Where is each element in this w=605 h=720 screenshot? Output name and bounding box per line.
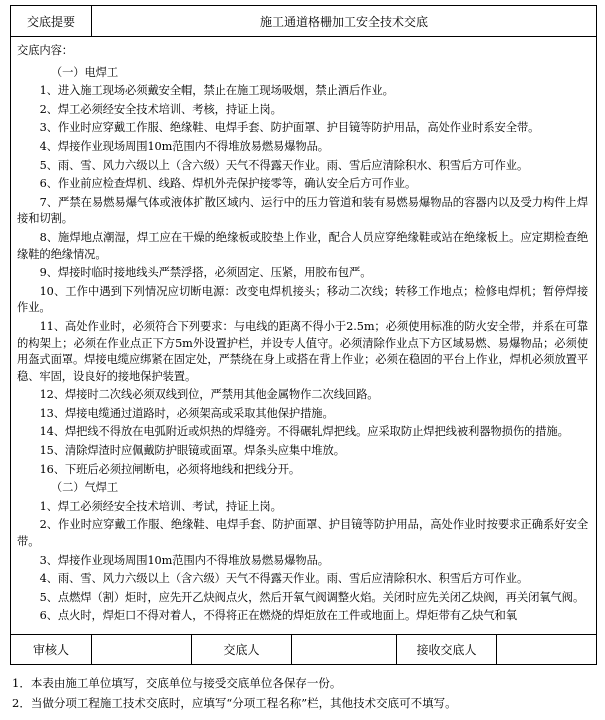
list-item: 5、雨、雪、风力六级以上（含六级）天气不得露天作业。雨、雪后应清除积水、积雪后方可作业。 [39,158,529,172]
discloser-signature-field[interactable] [292,635,397,665]
list-item: 7、严禁在易燃易爆气体或液体扩散区域内、运行中的压力管道和装有易燃易爆物品的容器内以及受力构件上焊接和切割。 [17,195,589,226]
document-title: 施工通道格栅加工安全技术交底 [92,6,597,37]
summary-label: 交底提要 [11,6,92,37]
list-item: 1、进入施工现场必须戴安全帽，禁止在施工现场吸烟，禁止酒后作业。 [39,84,394,98]
list-item: 5、点燃焊（割）炬时，应先开乙炔阀点火，然后开氧气阀调整火焰。关闭时应先关闭乙炔阀，再关闭氧气阀。 [39,590,585,604]
footnote: 2．当做分项工程施工技术交底时，应填写“分项工程名称”栏，其他技术交底可不填写。 [12,696,457,710]
footnote: 1．本表由施工单位填写，交底单位与接受交底单位各保存一份。 [12,676,342,690]
list-item: 4、焊接作业现场周围10m范围内不得堆放易燃易爆物品。 [39,139,329,153]
list-item: 4、雨、雪、风力六级以上（含六级）天气不得露天作业。雨、雪后应清除积水、积雪后方可作业。 [39,572,529,586]
header-row [11,6,597,37]
list-item: 2、焊工必须经安全技术培训、考核，持证上岗。 [39,102,282,116]
section-welder-items [17,83,588,478]
content-lead: 交底内容： [17,44,73,57]
disclosure-table [10,5,597,665]
list-item: 12、焊接时二次线必须双线到位，严禁用其他金属物作二次线回路。 [39,388,379,402]
footnotes [10,673,596,713]
list-item: 6、点火时，焊炬口不得对着人，不得将正在燃烧的焊炬放在工件或地面上。焊炬带有乙炔气和氧 [39,609,517,623]
list-item: 3、作业时应穿戴工作服、绝缘鞋、电焊手套、防护面罩、护目镜等防护用品，高处作业时系安全带。 [39,121,540,135]
list-item: 13、焊接电缆通过道路时，必须架高或采取其他保护措施。 [39,406,334,420]
section-title-gas-welder: （二）气焊工 [50,481,119,495]
receiver-signature-field[interactable] [497,635,597,665]
content-row [11,37,597,635]
reviewer-label: 审核人 [11,635,92,665]
discloser-label: 交底人 [192,635,292,665]
disclosure-form [10,5,596,713]
disclosure-content [11,37,596,634]
section-title-welder: （一）电焊工 [50,65,119,79]
list-item: 8、施焊地点潮湿，焊工应在干燥的绝缘板或胶垫上作业，配合人员应穿绝缘鞋或站在绝缘板上。应定期检查绝缘鞋的绝缘情况。 [17,230,589,261]
list-item: 1、焊工必须经安全技术培训、考试，持证上岗。 [39,499,282,513]
reviewer-signature-field[interactable] [92,635,192,665]
signature-row [11,635,597,665]
section-gas-welder-items [17,499,588,625]
list-item: 14、焊把线不得放在电弧附近或炽热的焊缝旁。不得碾轧焊把线。应采取防止焊把线被利器物损伤的措施。 [39,425,569,439]
list-item: 9、焊接时临时接地线头严禁浮搭，必须固定、压紧，用胶布包严。 [39,266,372,280]
list-item: 2、作业时应穿戴工作服、绝缘鞋、电焊手套、防护面罩、护目镜等防护用品，高处作业时按要求正确系好安全带。 [17,518,589,549]
list-item: 11、高处作业时，必须符合下列要求：与电线的距离不得小于2.5m；必须使用标准的防火安全带，并系在可靠的构架上；必须在作业点正下方5m外设置护栏，并设专人值守。必须清除作业点下方区域易燃、易爆物品；必须使用盔式面罩。焊接电缆应绑紧在固定处，严禁绕在身上或搭在背上作业；必须在稳固的平台上作业，焊机必须放置平稳、牢固，设良好的接地保护装置。 [17,319,589,383]
list-item: 3、焊接作业现场周围10m范围内不得堆放易燃易爆物品。 [39,553,329,567]
list-item: 15、清除焊渣时应佩戴防护眼镜或面罩。焊条头应集中堆放。 [39,444,345,458]
list-item: 10、工作中遇到下列情况应切断电源：改变电焊机接头；移动二次线；转移工作地点；检修电焊机；暂停焊接作业。 [17,284,589,315]
receiver-label: 接收交底人 [397,635,497,665]
list-item: 6、作业前应检查焊机、线路、焊机外壳保护接零等，确认安全后方可作业。 [39,177,417,191]
list-item: 16、下班后必须拉闸断电，必须将地线和把线分开。 [39,462,301,476]
